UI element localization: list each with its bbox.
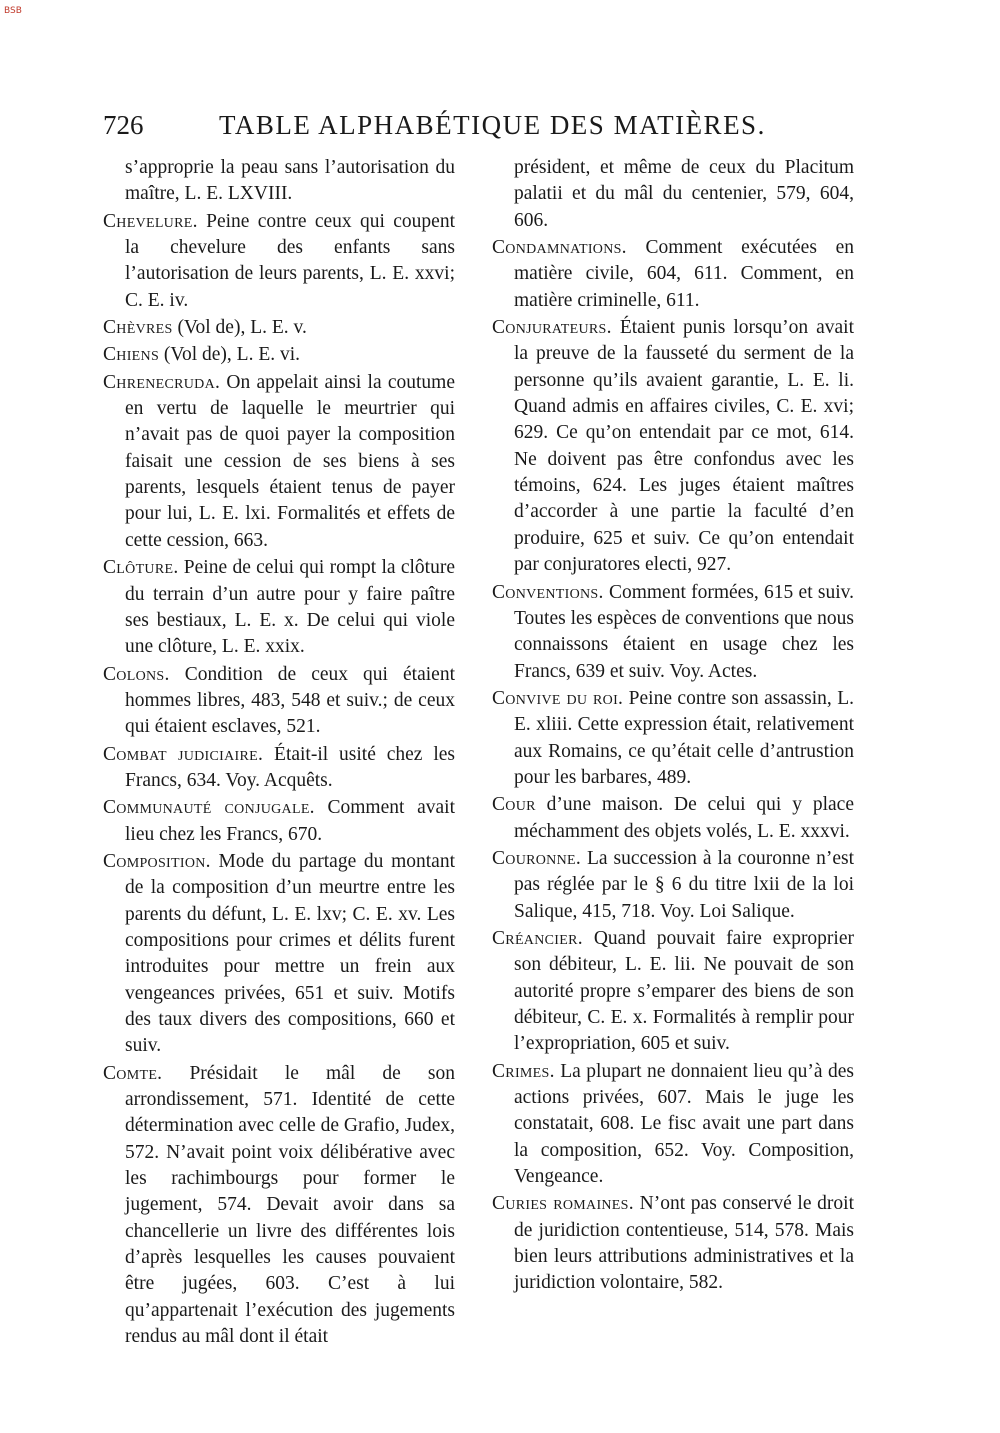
entry-text: Présidait le mâl de son arrondissement, 571. Identité de cette détermination avec celle de Grafio, Judex, 572. N’avait point voix délibérative avec les rachimbourgs pour former le jugement, 574. Devait avoir dans sa chancellerie un livre des différentes lois d’après lesquelles les causes pouvaient être jugées, 603. C’est à lui qu’appartenait l’exécution des jugements rendus au mâl dont il était — [125, 1062, 455, 1348]
entry-text: Peine de celui qui rompt la clôture du terrain d’un autre pour y faire paître ses bestiaux, L. E. x. De celui qui viole une clôture, L. E. xxix. — [125, 557, 455, 658]
entry-term: Conventions. — [492, 581, 604, 603]
entry-text: Condition de ceux qui étaient hommes libres, 483, 548 et suiv.; de ceux qui étaient esclaves, 521. — [125, 663, 455, 738]
entry-term: Créancier. — [492, 927, 583, 949]
entry-text: Peine contre ceux qui coupent la chevelure des enfants sans l’autorisation de leurs parents, L. E. xxvi; C. E. iv. — [125, 210, 455, 311]
continued-entry: président, et même de ceux du Placitum palatii et du mâl du centenier, 579, 604, 606. — [514, 157, 854, 231]
entry-text: Quand pouvait faire exproprier son débiteur, L. E. lii. Ne pouvait de son autorité propre s’emparer des biens de son débiteur, C. E. x. Formalités à remplir pour l’expropriation, 605 et suiv. — [514, 927, 854, 1055]
entry-term: Composition. — [103, 850, 211, 872]
entry-text: On appelait ainsi la coutume en vertu de laquelle le meurtrier qui n’avait pas de quoi payer la composition faisait une cession de ses biens à ses parents, lesquels étaient tenus de payer pour lui, L. E. lxi. Formalités et effets de cette cession, 663. — [125, 371, 455, 551]
entry-term: Crimes. — [492, 1060, 555, 1082]
right-column — [492, 155, 854, 1298]
entry-term: Conjurateurs. — [492, 317, 612, 339]
index-entry — [492, 235, 854, 314]
entry-text: Comment exécutées en matière civile, 604, 611. Comment, en matière criminelle, 611. — [514, 237, 854, 311]
entry-text: Peine contre son assassin, L. E. xliii. Cette expression était, relativement aux Romains, ce qu’était celle d’antrustion pour les barbares, 489. — [514, 687, 854, 788]
entry-text: Mode du partage du montant de la composition d’un meurtre entre les parents du défunt, L. E. lxv; C. E. xv. Les compositions pour crimes et délits furent introduites pour mettre un frein aux vengeances privées, 651 et suiv. Motifs des taux divers des compositions, 660 et suiv. — [125, 850, 455, 1057]
entry-text: (Vol de), L. E. vi. — [159, 344, 301, 366]
entry-term: Convive du roi. — [492, 687, 624, 709]
entry-term: Chiens — [103, 344, 160, 366]
left-column — [103, 155, 455, 1351]
entry-term: Condamnations. — [492, 237, 627, 259]
index-entry — [492, 926, 854, 1058]
entry-term: Colons. — [103, 663, 170, 685]
entry-text: (Vol de), L. E. v. — [172, 317, 307, 339]
index-entry — [492, 580, 854, 685]
index-entry — [103, 370, 455, 554]
entry-text: N’ont pas conservé le droit de juridiction contentieuse, 514, 578. Mais bien leurs attributions administratives et la juridiction volontaire, 582. — [514, 1193, 855, 1294]
entry-text: Était-il usité chez les Francs, 634. Voy. Acquêts. — [125, 743, 455, 791]
index-entry — [492, 846, 854, 925]
running-title: TABLE ALPHABÉTIQUE DES MATIÈRES. — [219, 110, 766, 140]
entry-text: La plupart ne donnaient lieu qu’à des actions privées, 607. Mais le juge les constatait, 608. Le fisc avait une part dans la composition, 652. Voy. Composition, Vengeance. — [514, 1060, 854, 1188]
entry-term: Comte. — [103, 1062, 163, 1084]
entry-term: Chevelure. — [103, 210, 198, 232]
library-stamp: BSB — [4, 6, 22, 16]
entry-text: d’une maison. De celui qui y place méchamment des objets volés, L. E. xxxvi. — [514, 794, 854, 842]
entry-term: Chèvres — [103, 317, 173, 339]
index-entry — [492, 1191, 854, 1296]
index-entry — [103, 1061, 455, 1351]
index-entry — [492, 686, 854, 791]
entry-term: Curies romaines. — [492, 1193, 634, 1215]
entry-term: Combat judiciaire. — [103, 743, 264, 765]
entry-term: Communauté conjugale. — [103, 797, 315, 819]
index-entry — [103, 315, 455, 341]
entry-term: Chrenecruda. — [103, 371, 221, 393]
index-entry — [492, 315, 854, 578]
index-entry — [103, 209, 455, 314]
index-entry — [492, 1059, 854, 1191]
page-number: 726 — [103, 110, 144, 140]
index-entry — [103, 795, 455, 848]
entry-text: Comment avait lieu chez les Francs, 670. — [125, 797, 455, 845]
index-entry — [103, 849, 455, 1060]
continued-entry: s’approprie la peau sans l’autorisation du maître, L. E. LXVIII. — [125, 157, 455, 205]
entry-text: Étaient punis lorsqu’on avait la preuve de la fausseté du serment de la personne qu’ils avaient garantie, L. E. li. Quand admis en affaires civiles, C. E. xvi; 629. Ce qu’on entendait par ce mot, 614. Ne doivent pas être confondus avec les témoins, 624. Les juges étaient maîtres d’accorder à une partie la faculté d’en produire, 625 et suiv. Ce qu’on entendait par conjuratores electi, 927. — [514, 317, 854, 576]
index-entry — [492, 792, 854, 845]
index-entry — [103, 342, 455, 368]
index-entry — [103, 662, 455, 741]
entry-text: Comment formées, 615 et suiv. Toutes les espèces de conventions que nous connaissons étaient en usage chez les Francs, 639 et suiv. Voy. Actes. — [514, 581, 854, 682]
entry-term: Cour — [492, 794, 536, 816]
entry-text: La succession à la couronne n’est pas réglée par le § 6 du titre lxii de la loi Salique, 415, 718. Voy. Loi Salique. — [514, 847, 854, 922]
entry-term: Couronne. — [492, 847, 582, 869]
entry-term: Clôture. — [103, 557, 179, 579]
index-entry — [103, 742, 455, 795]
index-entry — [103, 555, 455, 660]
